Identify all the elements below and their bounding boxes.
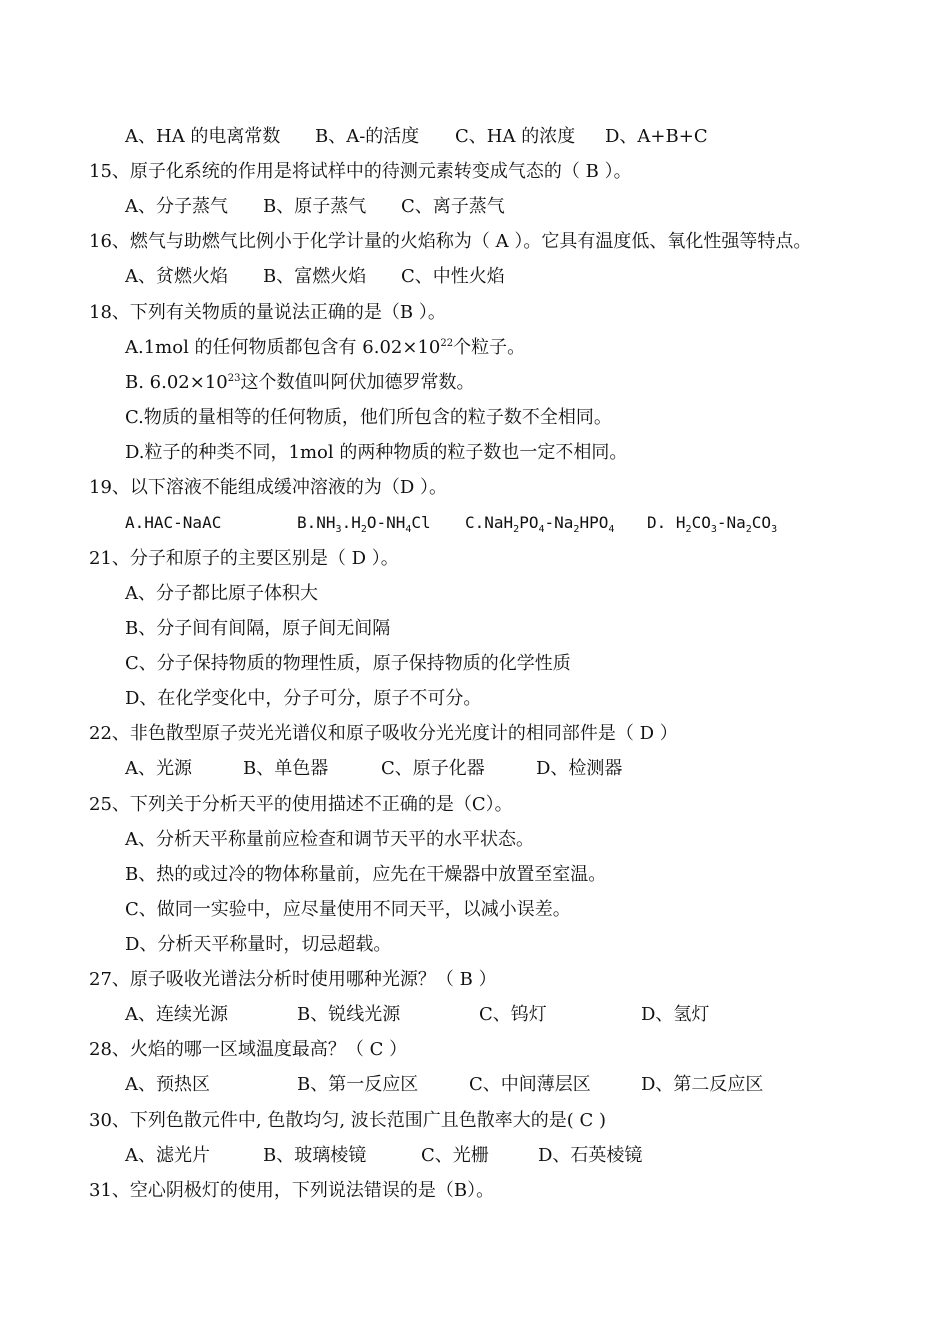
q14-option-b: B、A-的活度: [315, 126, 420, 147]
q19-option-d: D. $H_2CO_3-Na_2CO_3$: [647, 513, 778, 536]
q25-option-a: A、分析天平称量前应检查和调节天平的水平状态。: [125, 829, 534, 850]
q27-options: [125, 1004, 709, 1026]
q25-stem: 25、下列关于分析天平的使用描述不正确的是（C）。: [89, 794, 513, 815]
q28-stem: 28、火焰的哪一区域温度最高？（ C ）: [89, 1039, 408, 1060]
q25-option-b: B、热的或过冷的物体称量前，应先在干燥器中放置至室温。: [125, 864, 607, 885]
q21-option-a: A、分子都比原子体积大: [125, 583, 318, 604]
q27-option-d: D、氢灯: [641, 1004, 710, 1025]
q30-option-a: A、滤光片: [125, 1145, 210, 1166]
q14-options: [125, 126, 708, 148]
q30-option-c: C、光栅: [421, 1145, 489, 1166]
q28-option-a: A、预热区: [125, 1074, 210, 1095]
q18-option-d: D.粒子的种类不同，1mol 的两种物质的粒子数也一定不相同。: [125, 442, 628, 463]
q22-options: [125, 758, 622, 780]
q14-option-d: D、A+B+C: [605, 126, 708, 147]
q30-stem: 30、下列色散元件中, 色散均匀, 波长范围广且色散率大的是( C ): [89, 1110, 607, 1131]
q22-option-b: B、单色器: [243, 758, 329, 779]
q25-option-c: C、做同一实验中，应尽量使用不同天平，以减小误差。: [125, 899, 571, 920]
q18-option-c: C.物质的量相等的任何物质，他们所包含的粒子数不全相同。: [125, 407, 612, 428]
q16-options: [125, 266, 505, 288]
q27-option-a: A、连续光源: [125, 1004, 228, 1025]
q22-stem: 22、非色散型原子荧光光谱仪和原子吸收分光光度计的相同部件是（ D ）: [89, 723, 678, 744]
q21-stem: 21、分子和原子的主要区别是（ D ）。: [89, 548, 399, 569]
q16-option-a: A、贫燃火焰: [125, 266, 228, 287]
q25-option-d: D、分析天平称量时，切忌超载。: [125, 934, 392, 955]
q19-stem: 19、以下溶液不能组成缓冲溶液的为（D ）。: [89, 477, 448, 498]
q28-option-c: C、中间薄层区: [469, 1074, 591, 1095]
q22-option-c: C、原子化器: [381, 758, 485, 779]
q21-option-c: C、分子保持物质的物理性质，原子保持物质的化学性质: [125, 653, 571, 674]
q14-option-a: A、HA 的电离常数: [125, 126, 281, 147]
q27-option-c: C、钨灯: [479, 1004, 547, 1025]
q19-option-b: $B.NH_3.H_2O-NH_4Cl$: [297, 513, 431, 536]
q18-stem: 18、下列有关物质的量说法正确的是（B ）。: [89, 302, 446, 323]
q30-option-d: D、石英棱镜: [538, 1145, 643, 1166]
q30-option-b: B、玻璃棱镜: [263, 1145, 367, 1166]
q15-options: [125, 196, 505, 218]
q27-option-b: B、锐线光源: [297, 1004, 401, 1025]
q19-options: [125, 512, 777, 534]
q28-option-b: B、第一反应区: [297, 1074, 419, 1095]
q30-options: [125, 1145, 642, 1167]
q14-option-c: C、HA 的浓度: [455, 126, 576, 147]
q15-option-c: C、离子蒸气: [401, 196, 505, 217]
q18-option-a: A.1mol 的任何物质都包含有 $6.02\times 10^{22}$个粒子。: [125, 337, 526, 358]
q27-stem: 27、原子吸收光谱法分析时使用哪种光源？（ B ）: [89, 969, 497, 990]
q18-option-b: B. $6.02\times 10^{23}$这个数值叫阿伏加德罗常数。: [125, 372, 475, 393]
q15-option-a: A、分子蒸气: [125, 196, 228, 217]
q28-options: [125, 1074, 763, 1096]
q22-option-a: A、光源: [125, 758, 192, 779]
q21-option-d: D、在化学变化中，分子可分，原子不可分。: [125, 688, 482, 709]
q16-option-c: C、中性火焰: [401, 266, 505, 287]
q31-stem: 31、空心阴极灯的使用，下列说法错误的是（B）。: [89, 1180, 495, 1201]
q28-option-d: D、第二反应区: [641, 1074, 764, 1095]
q16-option-b: B、富燃火焰: [263, 266, 367, 287]
q15-stem: 15、原子化系统的作用是将试样中的待测元素转变成气态的（ B ）。: [89, 161, 632, 182]
q15-option-b: B、原子蒸气: [263, 196, 367, 217]
q22-option-d: D、检测器: [536, 758, 623, 779]
q21-option-b: B、分子间有间隔，原子间无间隔: [125, 618, 391, 639]
q16-stem: 16、燃气与助燃气比例小于化学计量的火焰称为（ A ）。它具有温度低、氧化性强等特点。: [89, 231, 812, 252]
q19-option-c: $C.NaH_2PO_4-Na_2HPO_4$: [465, 513, 615, 536]
q19-option-a: A.HAC-NaAC: [125, 513, 222, 532]
